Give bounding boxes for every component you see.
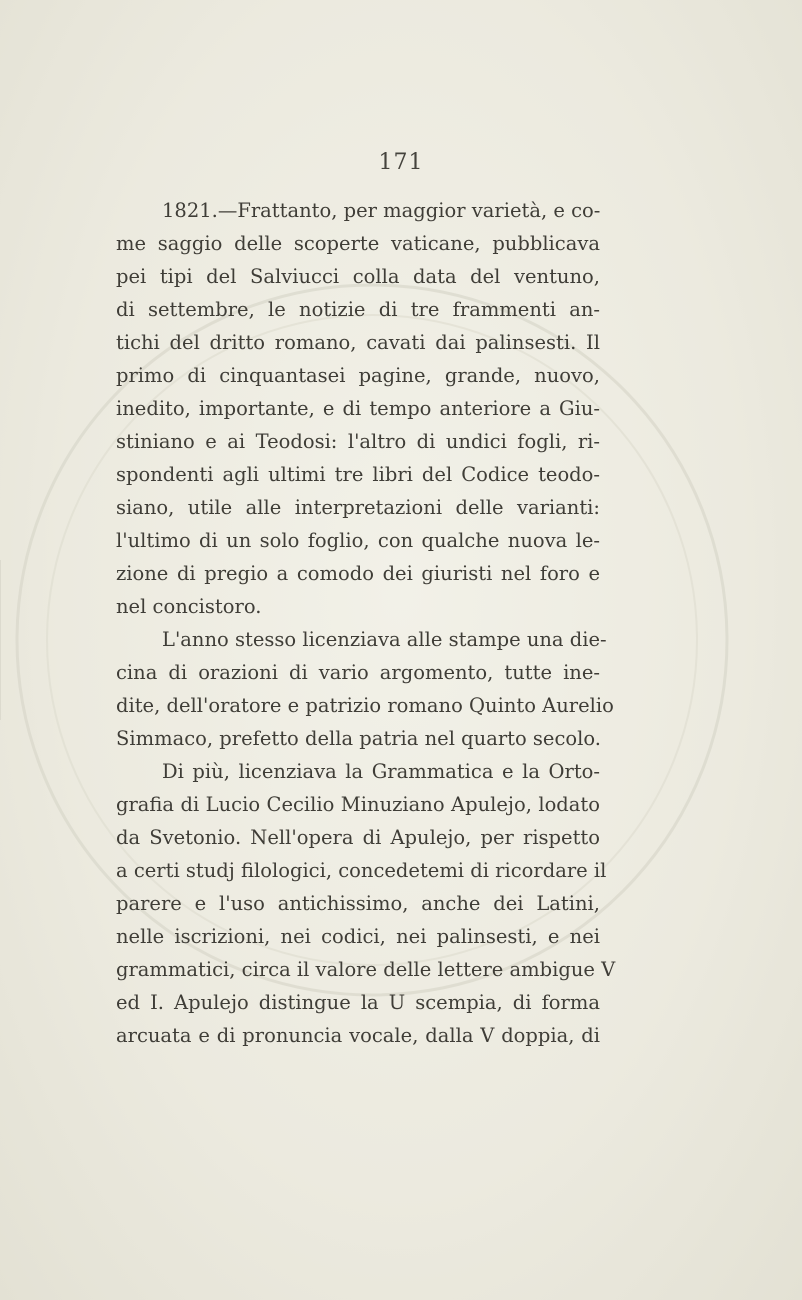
paragraph bbox=[116, 623, 614, 755]
text-line: 1821.—Frattanto, per maggior varietà, e co- bbox=[162, 199, 601, 222]
text-line: parere e l'uso antichissimo, anche dei Latini, bbox=[116, 892, 600, 915]
text-line: cina di orazioni di vario argomento, tutte ine- bbox=[116, 661, 600, 684]
text-line: grafia di Lucio Cecilio Minuziano Apulejo, lodato bbox=[116, 793, 600, 816]
text-line: pei tipi del Salviucci colla data del ventuno, bbox=[116, 265, 600, 288]
text-line: ed I. Apulejo distingue la U scempia, di forma bbox=[116, 991, 600, 1014]
text-line: L'anno stesso licenziava alle stampe una die- bbox=[162, 628, 607, 651]
text-line: Simmaco, prefetto della patria nel quarto secolo. bbox=[116, 727, 601, 750]
text-line: nel concistoro. bbox=[116, 595, 262, 618]
text-line: grammatici, circa il valore delle lettere ambigue V bbox=[116, 958, 616, 981]
text-line: me saggio delle scoperte vaticane, pubblicava bbox=[116, 232, 600, 255]
text-line: da Svetonio. Nell'opera di Apulejo, per rispetto bbox=[116, 826, 600, 849]
text-line: l'ultimo di un solo foglio, con qualche nuova le- bbox=[116, 529, 600, 552]
text-line: nelle iscrizioni, nei codici, nei palinsesti, e nei bbox=[116, 925, 600, 948]
text-line: di settembre, le notizie di tre frammenti an- bbox=[116, 298, 600, 321]
text-line: primo di cinquantasei pagine, grande, nuovo, bbox=[116, 364, 600, 387]
paragraph bbox=[116, 194, 600, 623]
text-line: spondenti agli ultimi tre libri del Codice teodo- bbox=[116, 463, 600, 486]
text-line: inedito, importante, e di tempo anteriore a Giu- bbox=[116, 397, 600, 420]
text-line: tichi del dritto romano, cavati dai palinsesti. Il bbox=[116, 331, 600, 354]
text-line: stiniano e ai Teodosi: l'altro di undici fogli, ri- bbox=[116, 430, 600, 453]
text-line: zione di pregio a comodo dei giuristi nel foro e bbox=[116, 562, 600, 585]
paragraph bbox=[116, 755, 616, 1052]
text-line: siano, utile alle interpretazioni delle varianti: bbox=[116, 496, 600, 519]
text-line: a certi studj filologici, concedetemi di ricordare il bbox=[116, 859, 607, 882]
text-line: Di più, licenziava la Grammatica e la Orto- bbox=[162, 760, 600, 783]
text-line: dite, dell'oratore e patrizio romano Quinto Aurelio bbox=[116, 694, 614, 717]
text-line: arcuata e di pronuncia vocale, dalla V doppia, di bbox=[116, 1024, 600, 1047]
body-text bbox=[116, 194, 616, 1052]
page-number: 171 bbox=[378, 150, 424, 175]
